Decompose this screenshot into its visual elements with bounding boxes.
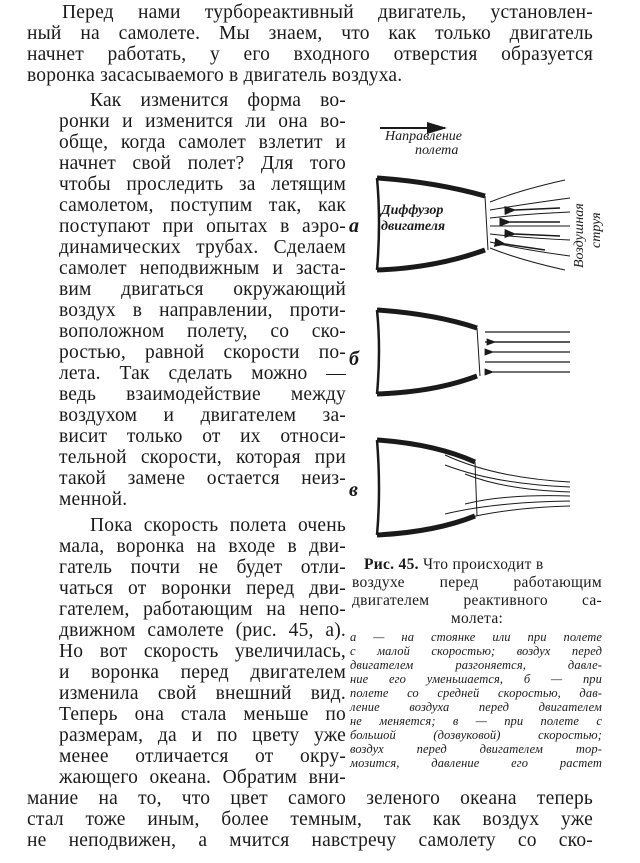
- engine-a: [349, 178, 604, 270]
- text-line: начнет свой полет? Для того: [59, 153, 346, 174]
- text-line: воположном полету, со ско-: [59, 321, 346, 342]
- text-line: мала, воронка на входе в дви-: [59, 536, 346, 557]
- caption-title-text: Что происходит в: [423, 556, 544, 573]
- text-line: Как изменится форма во-: [90, 90, 346, 111]
- text-line: такой замене остается неиз-: [59, 468, 346, 489]
- text-line: обще, когда самолет взлетит и: [59, 132, 346, 153]
- text-line: воздухом и двигателем за-: [59, 405, 346, 426]
- legend-line: мозится, давление его растет: [350, 756, 602, 770]
- text-line: ронки и изменится ли она во-: [59, 111, 346, 132]
- text-line: лета. Так сделать можно —: [59, 363, 346, 384]
- label-v: в: [349, 479, 358, 501]
- stream-label-1: Воздушная: [572, 203, 587, 268]
- text-line: чтобы проследить за летящим: [59, 174, 346, 195]
- diffuser-label-2: двигателя: [381, 219, 446, 234]
- text-line: воздух в направлении, проти-: [59, 300, 346, 321]
- text-line: висит только от их относи-: [59, 426, 346, 447]
- engine-v: [349, 440, 570, 535]
- label-a: а: [349, 215, 359, 237]
- text-line: Пока скорость полета очень: [90, 515, 346, 536]
- text-line: не неподвижен, а мчится навстречу самолету со ско-: [27, 830, 593, 851]
- text-line: стал тоже иным, более темным, так как воздух уже: [27, 809, 593, 830]
- legend-line: не меняется; в — при полете с: [350, 714, 602, 728]
- text-line: воронка засасываемого в двигатель воздуха.: [27, 65, 403, 86]
- stream-label-2: струя: [589, 212, 604, 248]
- legend-line: а — на стоянке или при полете: [350, 630, 602, 644]
- text-line: Теперь она стала меньше по: [59, 704, 346, 725]
- text-line: жающего океана. Обратим вни-: [59, 767, 346, 788]
- legend-line: с малой скоростью; воздух перед: [350, 644, 602, 658]
- legend-line: ление воздуха перед двигателем: [350, 700, 602, 714]
- text-line: размерам, да и по цвету уже: [59, 725, 346, 746]
- text-line: гателем, работающим на непо-: [59, 599, 346, 620]
- diffuser-label-1: Диффузор: [381, 203, 444, 218]
- text-line: самолетом, поступим так, как: [59, 195, 346, 216]
- label-b: б: [349, 348, 359, 370]
- text-line: ведь взаимодействие между: [59, 384, 346, 405]
- text-line: менной.: [59, 489, 128, 510]
- engine-b: [349, 310, 570, 394]
- engine-diagram: [345, 110, 625, 550]
- text-line: самолет неподвижным и заста-: [59, 258, 346, 279]
- caption-line: двигателем реактивного са-: [352, 592, 602, 609]
- legend-line: двигателем разгоняется, давле-: [350, 658, 602, 672]
- legend-line: воздух перед двигателем тор-: [350, 742, 602, 756]
- text-line: вим двигаться окружающий: [59, 279, 346, 300]
- text-line: мание на то, что цвет самого зеленого океана теперь: [27, 788, 593, 809]
- caption-line: воздухе перед работающим: [352, 574, 602, 591]
- legend-line: полете со средней скоростью, дав-: [350, 686, 602, 700]
- text-line: менее отличается от окру-: [59, 746, 346, 767]
- caption-line: [352, 556, 602, 573]
- text-line: Перед нами турбореактивный двигатель, установлен-: [62, 2, 593, 23]
- text-line: чаться от воронки перед дви-: [59, 578, 346, 599]
- text-line: изменила свой внешний вид.: [59, 683, 346, 704]
- legend-line: ние его уменьшается, б — при: [350, 672, 602, 686]
- text-line: динамических трубах. Сделаем: [59, 237, 346, 258]
- figure-45: [345, 110, 625, 550]
- caption-number: Рис. 45.: [364, 556, 419, 573]
- text-line: гатель почти не будет отли-: [59, 557, 346, 578]
- text-line: поступают при опытах в аэро-: [59, 216, 346, 237]
- text-line: Но вот скорость увеличилась,: [59, 641, 346, 662]
- legend-line: большой (дозвуковой) скоростью;: [350, 728, 602, 742]
- text-line: ростью, равной скорости по-: [59, 342, 346, 363]
- text-line: начнет работать, у его входного отверстия образуется: [27, 44, 593, 65]
- direction-label-2: полета: [415, 143, 459, 158]
- caption-line: молета:: [450, 610, 504, 627]
- text-line: тельной скорости, которая при: [59, 447, 346, 468]
- text-line: ный на самолете. Мы знаем, что как только двигатель: [27, 23, 593, 44]
- text-line: и воронка перед двигателем: [59, 662, 346, 683]
- direction-label-1: Направление: [385, 129, 463, 144]
- text-line: движном самолете (рис. 45, а).: [59, 620, 346, 641]
